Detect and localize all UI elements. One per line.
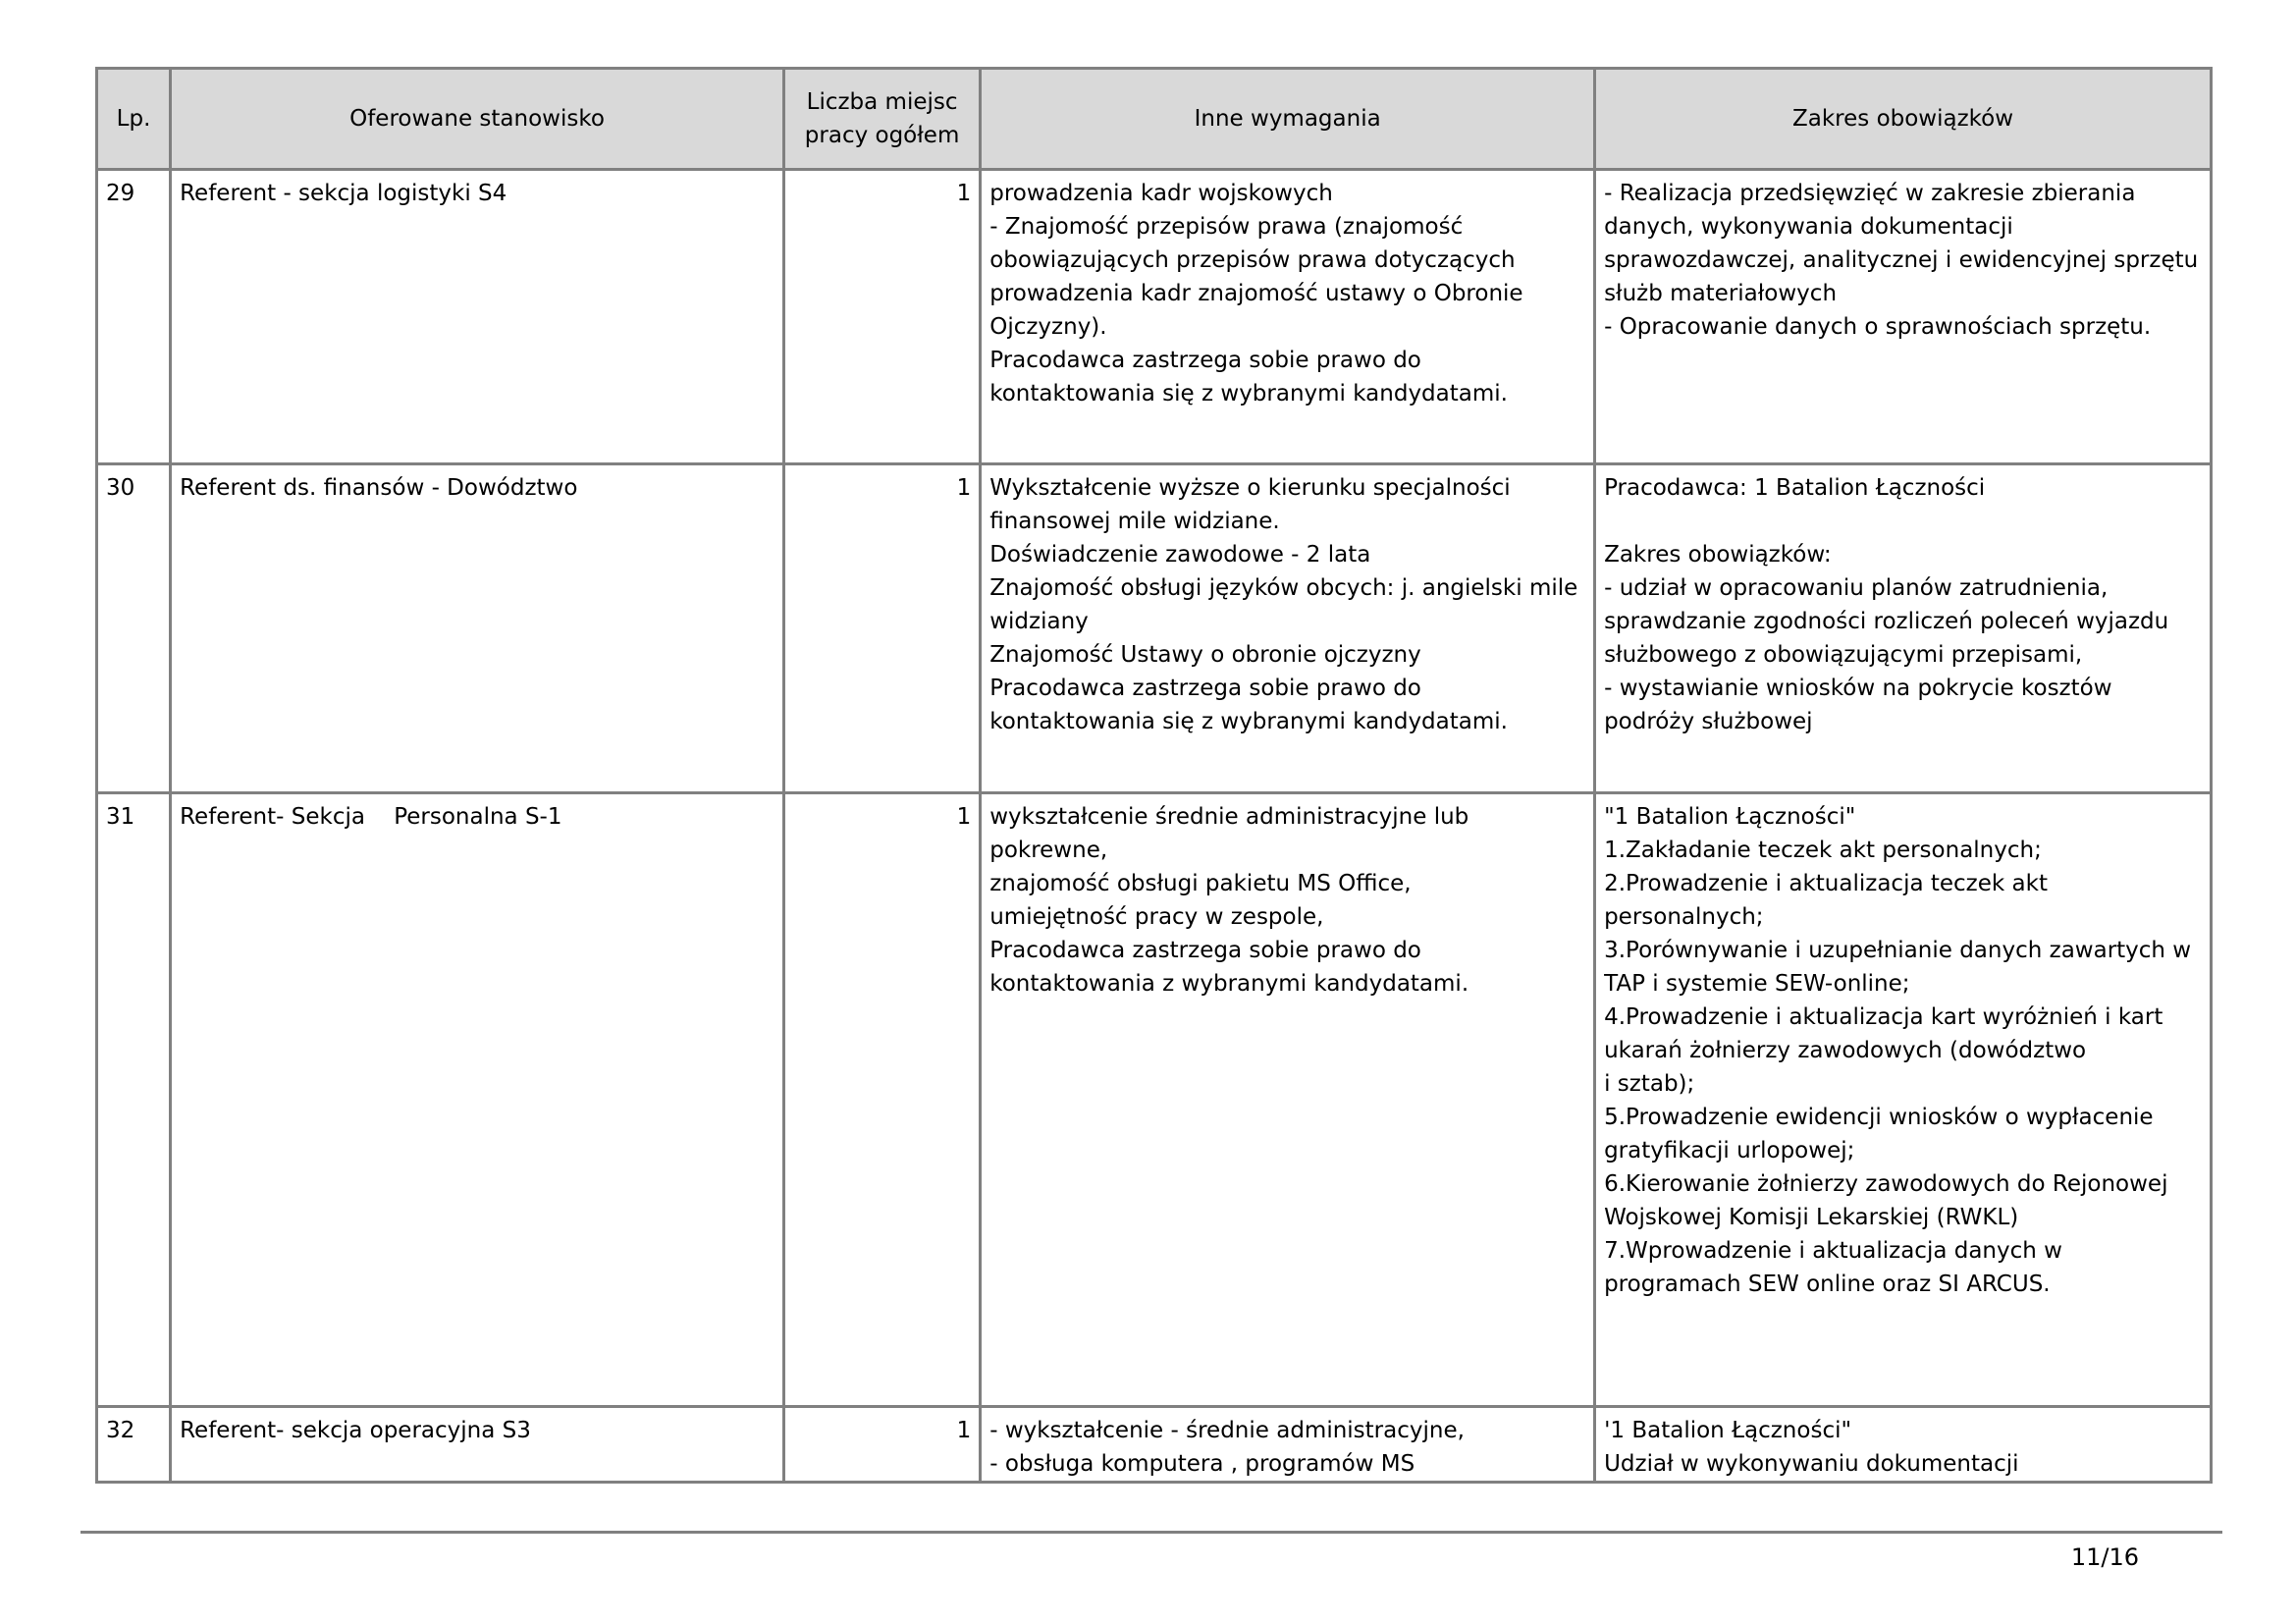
- row-count: 1: [783, 793, 980, 1407]
- row-duties: "1 Batalion Łączności" 1.Zakładanie teczek akt personalnych; 2.Prowadzenie i aktualizacja teczek akt personalnych; 3.Porównywanie i uzupełnianie danych zawartych w TAP i systemie SEW-online; 4.Prowadzenie i aktualizacja kart wyróżnień i kart ukarań żołnierzy zawodowych (dowództwo i sztab); 5.Prowadzenie ewidencji wniosków o wypłacenie gratyfikacji urlopowej; 6.Kierowanie żołnierzy zawodowych do Rejonowej Wojskowej Komisji Lekarskiej (RWKL) 7.Wprowadzenie i aktualizacja danych w programach SEW online oraz SI ARCUS.: [1595, 793, 2212, 1407]
- row-lp: 32: [97, 1407, 171, 1483]
- row-position: Referent- sekcja operacyjna S3: [171, 1407, 784, 1483]
- row-position: Referent - sekcja logistyki S4: [171, 170, 784, 464]
- header-position: Oferowane stanowisko: [171, 69, 784, 170]
- table-row: [97, 1407, 2212, 1483]
- row-requirements: prowadzenia kadr wojskowych - Znajomość przepisów prawa (znajomość obowiązujących przepisów prawa dotyczących prowadzenia kadr znajomość ustawy o Obronie Ojczyzny). Pracodawca zastrzega sobie prawo do kontaktowania się z wybranymi kandydatami.: [981, 170, 1595, 464]
- row-lp: 31: [97, 793, 171, 1407]
- row-position: Referent ds. finansów - Dowództwo: [171, 464, 784, 793]
- table-row: [97, 170, 2212, 464]
- page-number: 11/16: [2070, 1543, 2139, 1571]
- table-row: [97, 464, 2212, 793]
- table-row: [97, 793, 2212, 1407]
- header-count: Liczba miejsc pracy ogółem: [783, 69, 980, 170]
- row-lp: 30: [97, 464, 171, 793]
- table-header-row: [97, 69, 2212, 170]
- row-position: Referent- Sekcja Personalna S-1: [171, 793, 784, 1407]
- header-requirements: Inne wymagania: [981, 69, 1595, 170]
- row-lp: 29: [97, 170, 171, 464]
- header-duties: Zakres obowiązków: [1595, 69, 2212, 170]
- row-count: 1: [783, 464, 980, 793]
- row-count: 1: [783, 1407, 980, 1483]
- row-duties: Pracodawca: 1 Batalion Łączności Zakres obowiązków: - udział w opracowaniu planów zatrudnienia, sprawdzanie zgodności rozliczeń poleceń wyjazdu służbowego z obowiązującymi przepisami, - wystawianie wniosków na pokrycie kosztów podróży służbowej: [1595, 464, 2212, 793]
- row-requirements: Wykształcenie wyższe o kierunku specjalności finansowej mile widziane. Doświadczenie zawodowe - 2 lata Znajomość obsługi języków obcych: j. angielski mile widziany Znajomość Ustawy o obronie ojczyzny Pracodawca zastrzega sobie prawo do kontaktowania się z wybranymi kandydatami.: [981, 464, 1595, 793]
- header-lp: Lp.: [97, 69, 171, 170]
- row-duties: '1 Batalion Łączności" Udział w wykonywaniu dokumentacji: [1595, 1407, 2212, 1483]
- job-offers-table: [95, 67, 2213, 1484]
- row-requirements: wykształcenie średnie administracyjne lub pokrewne, znajomość obsługi pakietu MS Office, umiejętność pracy w zespole, Pracodawca zastrzega sobie prawo do kontaktowania z wybranymi kandydatami.: [981, 793, 1595, 1407]
- row-count: 1: [783, 170, 980, 464]
- footer-divider: [80, 1531, 2222, 1534]
- row-duties: - Realizacja przedsięwzięć w zakresie zbierania danych, wykonywania dokumentacji sprawozdawczej, analitycznej i ewidencyjnej sprzętu służb materiałowych - Opracowanie danych o sprawnościach sprzętu.: [1595, 170, 2212, 464]
- row-requirements: - wykształcenie - średnie administracyjne, - obsługa komputera , programów MS: [981, 1407, 1595, 1483]
